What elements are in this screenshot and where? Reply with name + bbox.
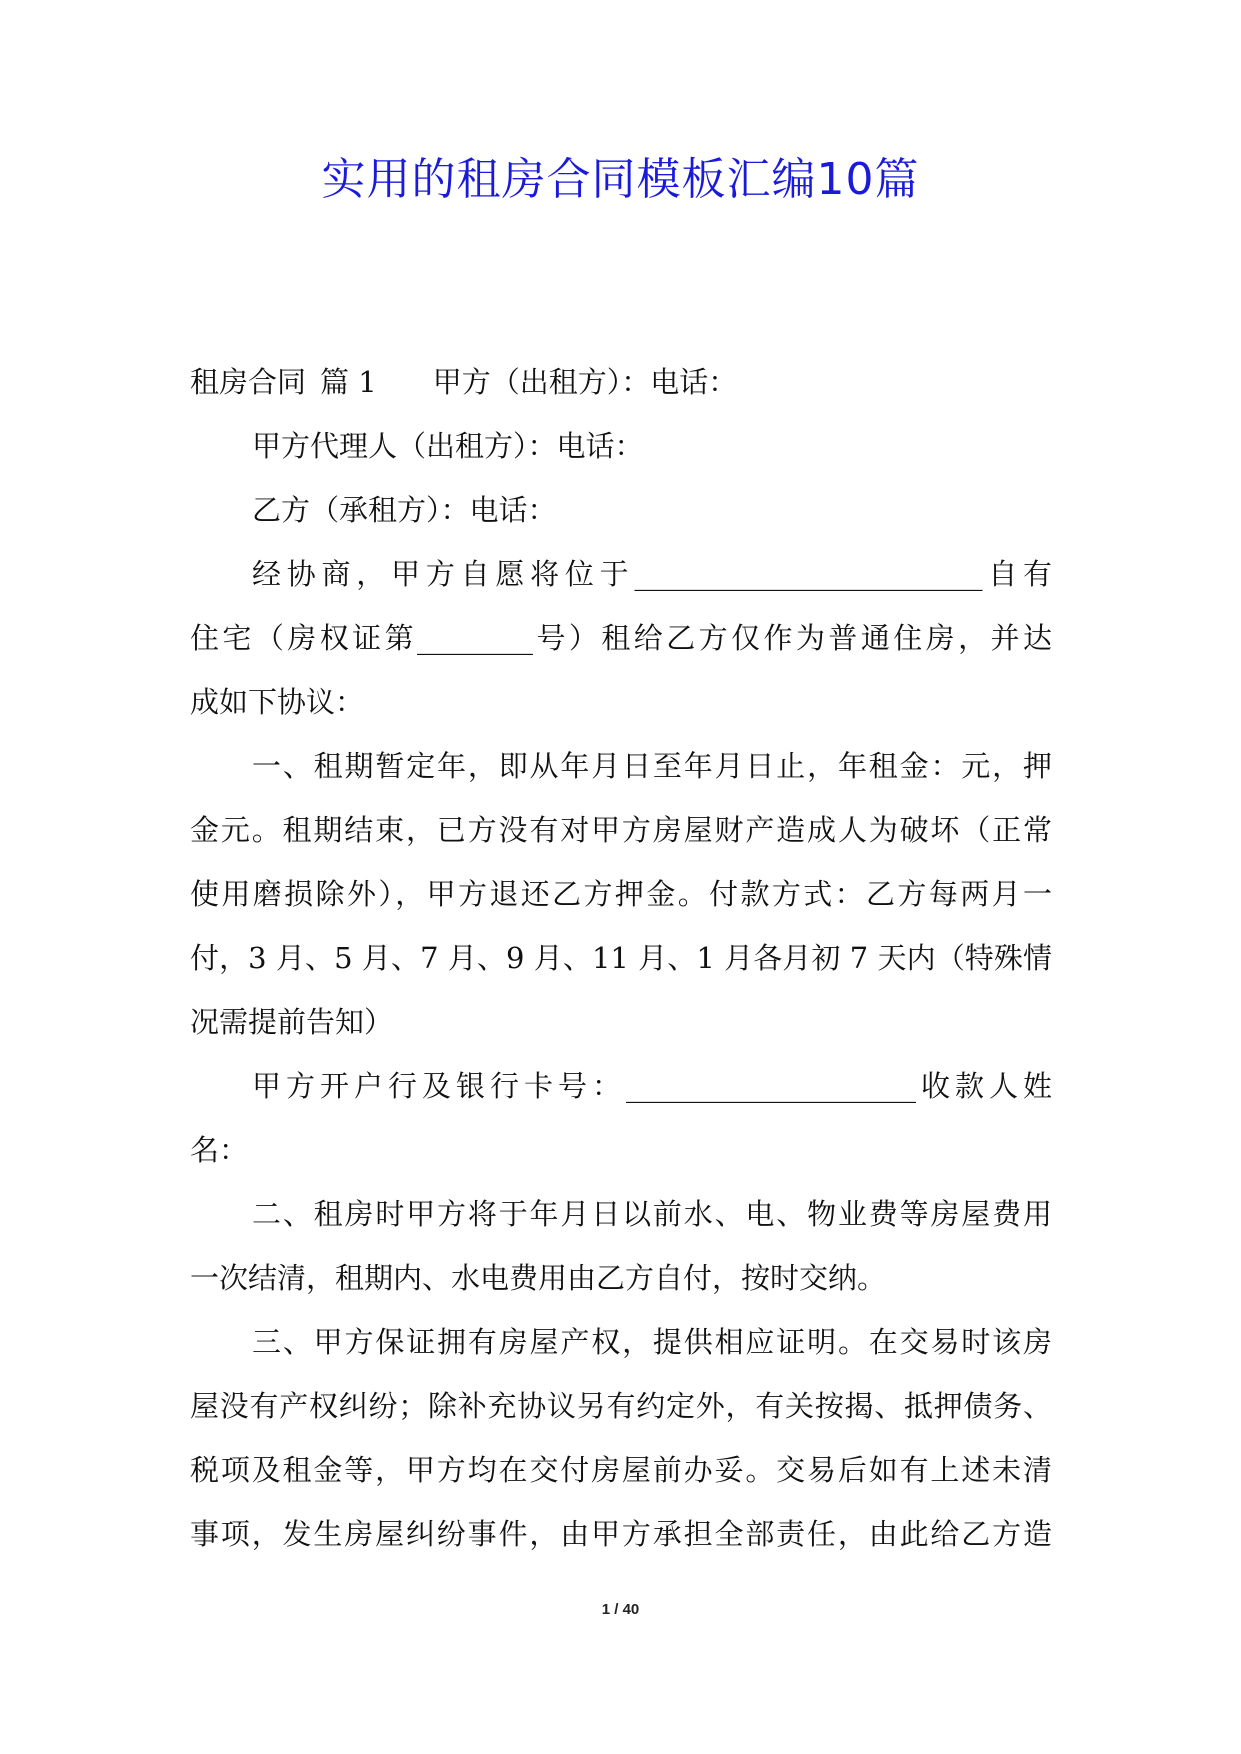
paragraph-line: 况需提前告知） (190, 1005, 394, 1039)
paragraph-line: 一次结清，租期内、水电费用由乙方自付，按时交纳。 (190, 1261, 887, 1295)
paragraph-line: 名： (190, 1133, 249, 1167)
paragraph-line: 税项及租金等，甲方均在交付房屋前办妥。交易后如有上述未清 (190, 1453, 1052, 1487)
paragraph-line: 事项，发生房屋纠纷事件，由甲方承担全部责任，由此给乙方造 (190, 1517, 1052, 1551)
paragraph-line: 经协商，甲方自愿将位于________________________自有 (252, 557, 1052, 591)
paragraph-line: 住宅（房权证第________号）租给乙方仅作为普通住房，并达 (190, 621, 1052, 655)
paragraph-line: 屋没有产权纠纷；除补充协议另有约定外，有关按揭、抵押债务、 (190, 1389, 1052, 1423)
paragraph-line: 付，3 月、5 月、7 月、9 月、11 月、1 月各月初 7 天内（特殊情 (190, 941, 1052, 975)
paragraph-line: 甲方开户行及银行卡号：____________________收款人姓 (252, 1069, 1052, 1103)
document-body (190, 350, 1052, 1566)
paragraph-line: 金元。租期结束，已方没有对甲方房屋财产造成人为破坏（正常 (190, 813, 1052, 847)
page-number: 1 / 40 (601, 1601, 640, 1618)
section-number: 篇 1 (320, 365, 377, 399)
body-line-1 (190, 350, 1052, 414)
paragraph-line: 一、租期暂定年，即从年月日至年月日止，年租金：元，押 (252, 749, 1052, 783)
paragraph-line: 二、租房时甲方将于年月日以前水、电、物业费等房屋费用 (252, 1197, 1052, 1231)
paragraph-line: 成如下协议： (190, 685, 365, 719)
agent-line: 甲方代理人（出租方）：电话： (252, 429, 644, 463)
paragraph-line: 三、甲方保证拥有房屋产权，提供相应证明。在交易时该房 (252, 1325, 1052, 1359)
party-a-line: 甲方（出租方）：电话： (432, 365, 738, 399)
party-b-line: 乙方（承租方）：电话： (252, 493, 557, 527)
paragraph-line: 使用磨损除外），甲方退还乙方押金。付款方式：乙方每两月一 (190, 877, 1052, 911)
section-label: 租房合同 (190, 365, 307, 399)
document-title: 实用的租房合同模板汇编10篇 (321, 154, 920, 205)
